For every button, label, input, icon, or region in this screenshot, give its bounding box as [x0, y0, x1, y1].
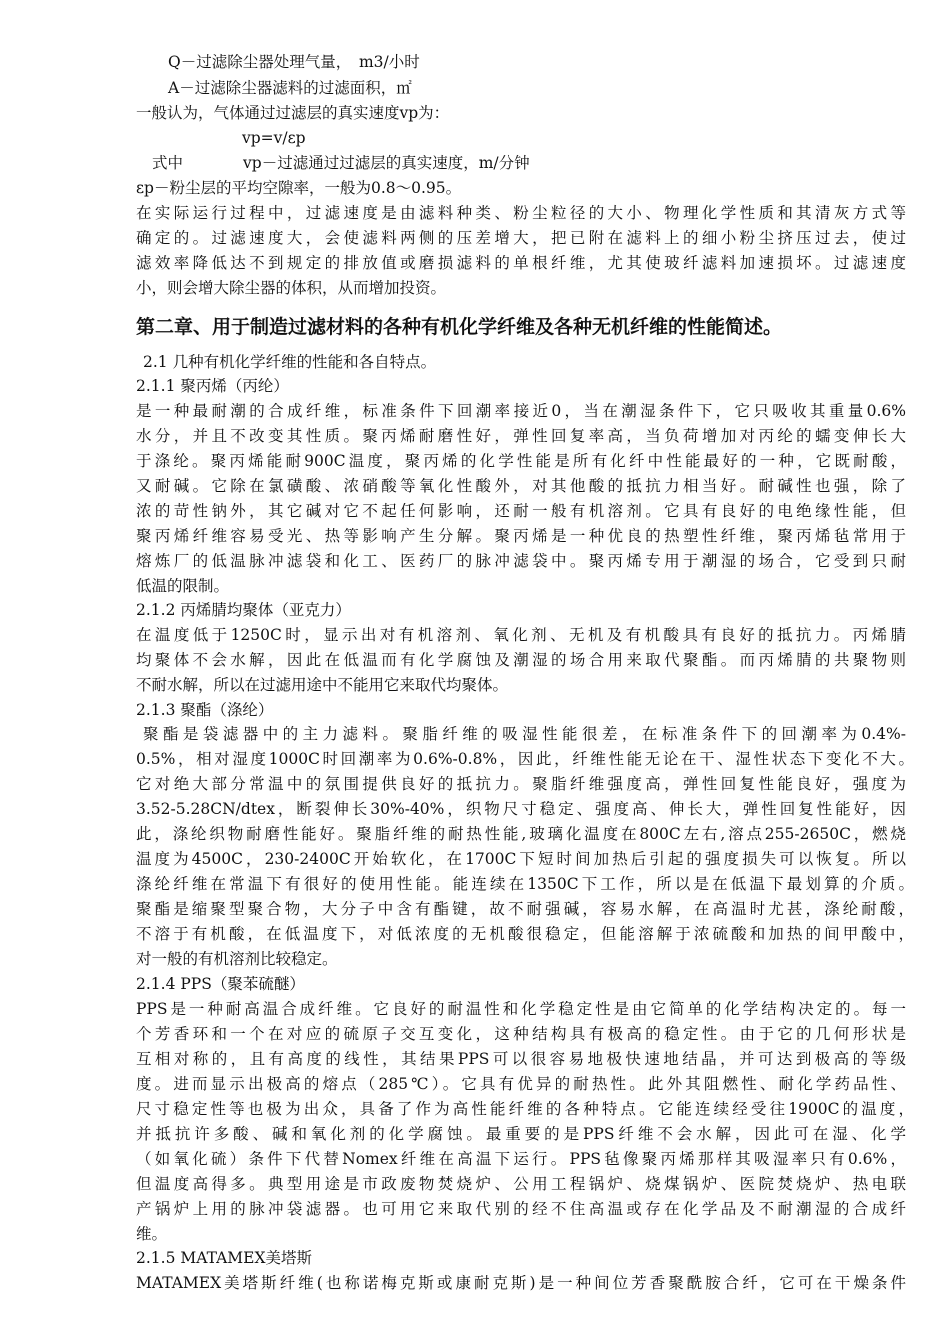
- paragraph-line: 互相对称的，且有高度的线性，其结果PPS可以很容易地极快速地结晶，并可达到极高的等级: [136, 1050, 906, 1068]
- paragraph-line: 涤纶纤维在常温下有很好的使用性能。能连续在1350C下工作，所以是在低温下最划算的介质。: [136, 875, 914, 893]
- where-label: 式中: [152, 154, 184, 172]
- paragraph-line: 并抵抗许多酸、碱和氧化剂的化学腐蚀。最重要的是PPS纤维不会水解，因此可在湿、化学: [136, 1125, 906, 1143]
- paragraph-line: 0.5%，相对湿度1000C时回潮率为0.6%-0.8%，因此，纤维性能无论在干、湿性状态下变化不大。: [136, 750, 914, 768]
- paragraph-line: 但温度高得多。典型用途是市政废物焚烧炉、公用工程锅炉、烧煤锅炉、医院焚烧炉、热电联: [136, 1175, 906, 1193]
- chapter-title: 第二章、用于制造过滤材料的各种有机化学纤维及各种无机纤维的性能简述。: [136, 316, 783, 338]
- paragraph-line: PPS是一种耐高温合成纤维。它良好的耐温性和化学稳定性是由它简单的化学结构决定的。每一: [136, 1000, 906, 1018]
- subsection-title: 2.1.3 聚酯（涤纶）: [136, 701, 274, 719]
- subsection-title: 2.1.4 PPS（聚苯硫醚）: [136, 975, 305, 993]
- paragraph-line: 于涤纶。聚丙烯能耐900C温度，聚丙烯的化学性能是所有化纤中性能最好的一种，它既耐酸，: [136, 452, 906, 470]
- paragraph-line: 聚丙烯纤维容易受光、热等影响产生分解。聚丙烯是一种优良的热塑性纤维，聚丙烯毡常用于: [136, 527, 906, 545]
- paragraph-line: 又耐碱。它除在氯磺酸、浓硝酸等氧化性酸外，对其他酸的抵抗力相当好。耐碱性也强，除了: [136, 477, 906, 495]
- vp-definition: vp－过滤通过过滤层的真实速度，m/分钟: [243, 154, 530, 172]
- paragraph-line: 3.52-5.28CN/dtex，断裂伸长30%-40%，织物尺寸稳定、强度高、伸长大，弹性回复性能好，因: [136, 800, 906, 818]
- paragraph-line: 是一种最耐潮的合成纤维，标准条件下回潮率接近0，当在潮湿条件下，它只吸收其重量0.6%: [136, 402, 906, 420]
- paragraph-line: 对一般的有机溶剂比较稳定。: [136, 950, 338, 968]
- velocity-formula: vp=v/εp: [242, 129, 306, 147]
- paragraph-line: 滤效率降低达不到规定的排放值或磨损滤料的单根纤维，尤其使玻纤滤料加速损坏。过滤速度: [136, 254, 906, 272]
- velocity-intro: 一般认为，气体通过过滤层的真实速度vp为：: [136, 104, 450, 122]
- subsection-title: 2.1.1 聚丙烯（丙纶）: [136, 377, 289, 395]
- paragraph-line: 确定的。过滤速度大，会使滤料两侧的压差增大，把已附在滤料上的细小粉尘挤压过去，使过: [136, 229, 906, 247]
- paragraph-line: 不耐水解，所以在过滤用途中不能用它来取代均聚体。: [136, 676, 509, 694]
- paragraph-line: 度。进而显示出极高的熔点（285℃）。它具有优异的耐热性。此外其阻燃性、耐化学药品性、: [136, 1075, 906, 1093]
- paragraph-line: 小，则会增大除尘器的体积，从而增加投资。: [136, 279, 447, 297]
- q-definition: Q－过滤除尘器处理气量， m3/小时: [168, 53, 420, 71]
- paragraph-line: 浓的苛性钠外，其它碱对它不起任何影响，还耐一般有机溶剂。它具有良好的电绝缘性能，但: [136, 502, 906, 520]
- paragraph-line: 此，涤纶织物耐磨性能好。聚脂纤维的耐热性能,玻璃化温度在800C左右,溶点255-2650C，燃烧: [136, 825, 906, 843]
- paragraph-line: （如氧化硫）条件下代替Nomex纤维在高温下运行。PPS毡像聚丙烯那样其吸湿率只有0.6%，: [136, 1150, 906, 1168]
- paragraph-line: 聚酯是袋滤器中的主力滤料。聚脂纤维的吸湿性能很差，在标准条件下的回潮率为0.4%-: [143, 725, 906, 743]
- paragraph-line: 在温度低于1250C时，显示出对有机溶剂、氧化剂、无机及有机酸具有良好的抵抗力。丙烯腈: [136, 626, 906, 644]
- paragraph-line: 不溶于有机酸，在低温度下，对低浓度的无机酸很稳定，但能溶解于浓硫酸和加热的间甲酸中，: [136, 925, 914, 943]
- where-line: [152, 151, 530, 175]
- paragraph-line: 维。: [136, 1225, 168, 1243]
- paragraph-line: 它对绝大部分常温中的氛围提供良好的抵抗力。聚脂纤维强度高，弹性回复性能良好，强度为: [136, 775, 906, 793]
- paragraph-line: 产锅炉上用的脉冲袋滤器。也可用它来取代别的经不住高温或存在化学品及不耐潮湿的合成纤: [136, 1200, 906, 1218]
- a-definition: A－过滤除尘器滤料的过滤面积，㎡: [168, 79, 412, 97]
- paragraph-line: 尺寸稳定性等也极为出众，具备了作为高性能纤维的各种特点。它能连续经受往1900C的温度，: [136, 1100, 914, 1118]
- paragraph-line: MATAMEX美塔斯纤维(也称诺梅克斯或康耐克斯)是一种间位芳香聚酰胺合纤，它可在干燥条件: [136, 1274, 906, 1292]
- subsection-title: 2.1.5 MATAMEX美塔斯: [136, 1249, 312, 1267]
- paragraph-line: 均聚体不会水解，因此在低温而有化学腐蚀及潮湿的场合用来取代聚酯。而丙烯腈的共聚物则: [136, 651, 906, 669]
- paragraph-line: 温度为4500C，230-2400C开始软化，在1700C下短时间加热后引起的强度损失可以恢复。所以: [136, 850, 906, 868]
- paragraph-line: 个芳香环和一个在对应的硫原子交互变化，这种结构具有极高的稳定性。由于它的几何形状是: [136, 1025, 906, 1043]
- paragraph-line: 低温的限制。: [136, 577, 230, 595]
- ep-definition: εp－粉尘层的平均空隙率，一般为0.8～0.95。: [136, 179, 462, 197]
- section-title: 2.1 几种有机化学纤维的性能和各自特点。: [143, 353, 437, 371]
- paragraph-line: 熔炼厂的低温脉冲滤袋和化工、医药厂的脉冲滤袋中。聚丙烯专用于潮湿的场合，它受到只耐: [136, 552, 906, 570]
- paragraph-line: 聚酯是缩聚型聚合物，大分子中含有酯键，故不耐强碱，容易水解，在高温时尤甚，涤纶耐酸，: [136, 900, 914, 918]
- paragraph-line: 在实际运行过程中，过滤速度是由滤料种类、粉尘粒径的大小、物理化学性质和其清灰方式等: [136, 204, 906, 222]
- paragraph-line: 水分，并且不改变其性质。聚丙烯耐磨性好，弹性回复率高，当负荷增加对丙纶的蠕变伸长大: [136, 427, 906, 445]
- subsection-title: 2.1.2 丙烯腈均聚体（亚克力）: [136, 601, 351, 619]
